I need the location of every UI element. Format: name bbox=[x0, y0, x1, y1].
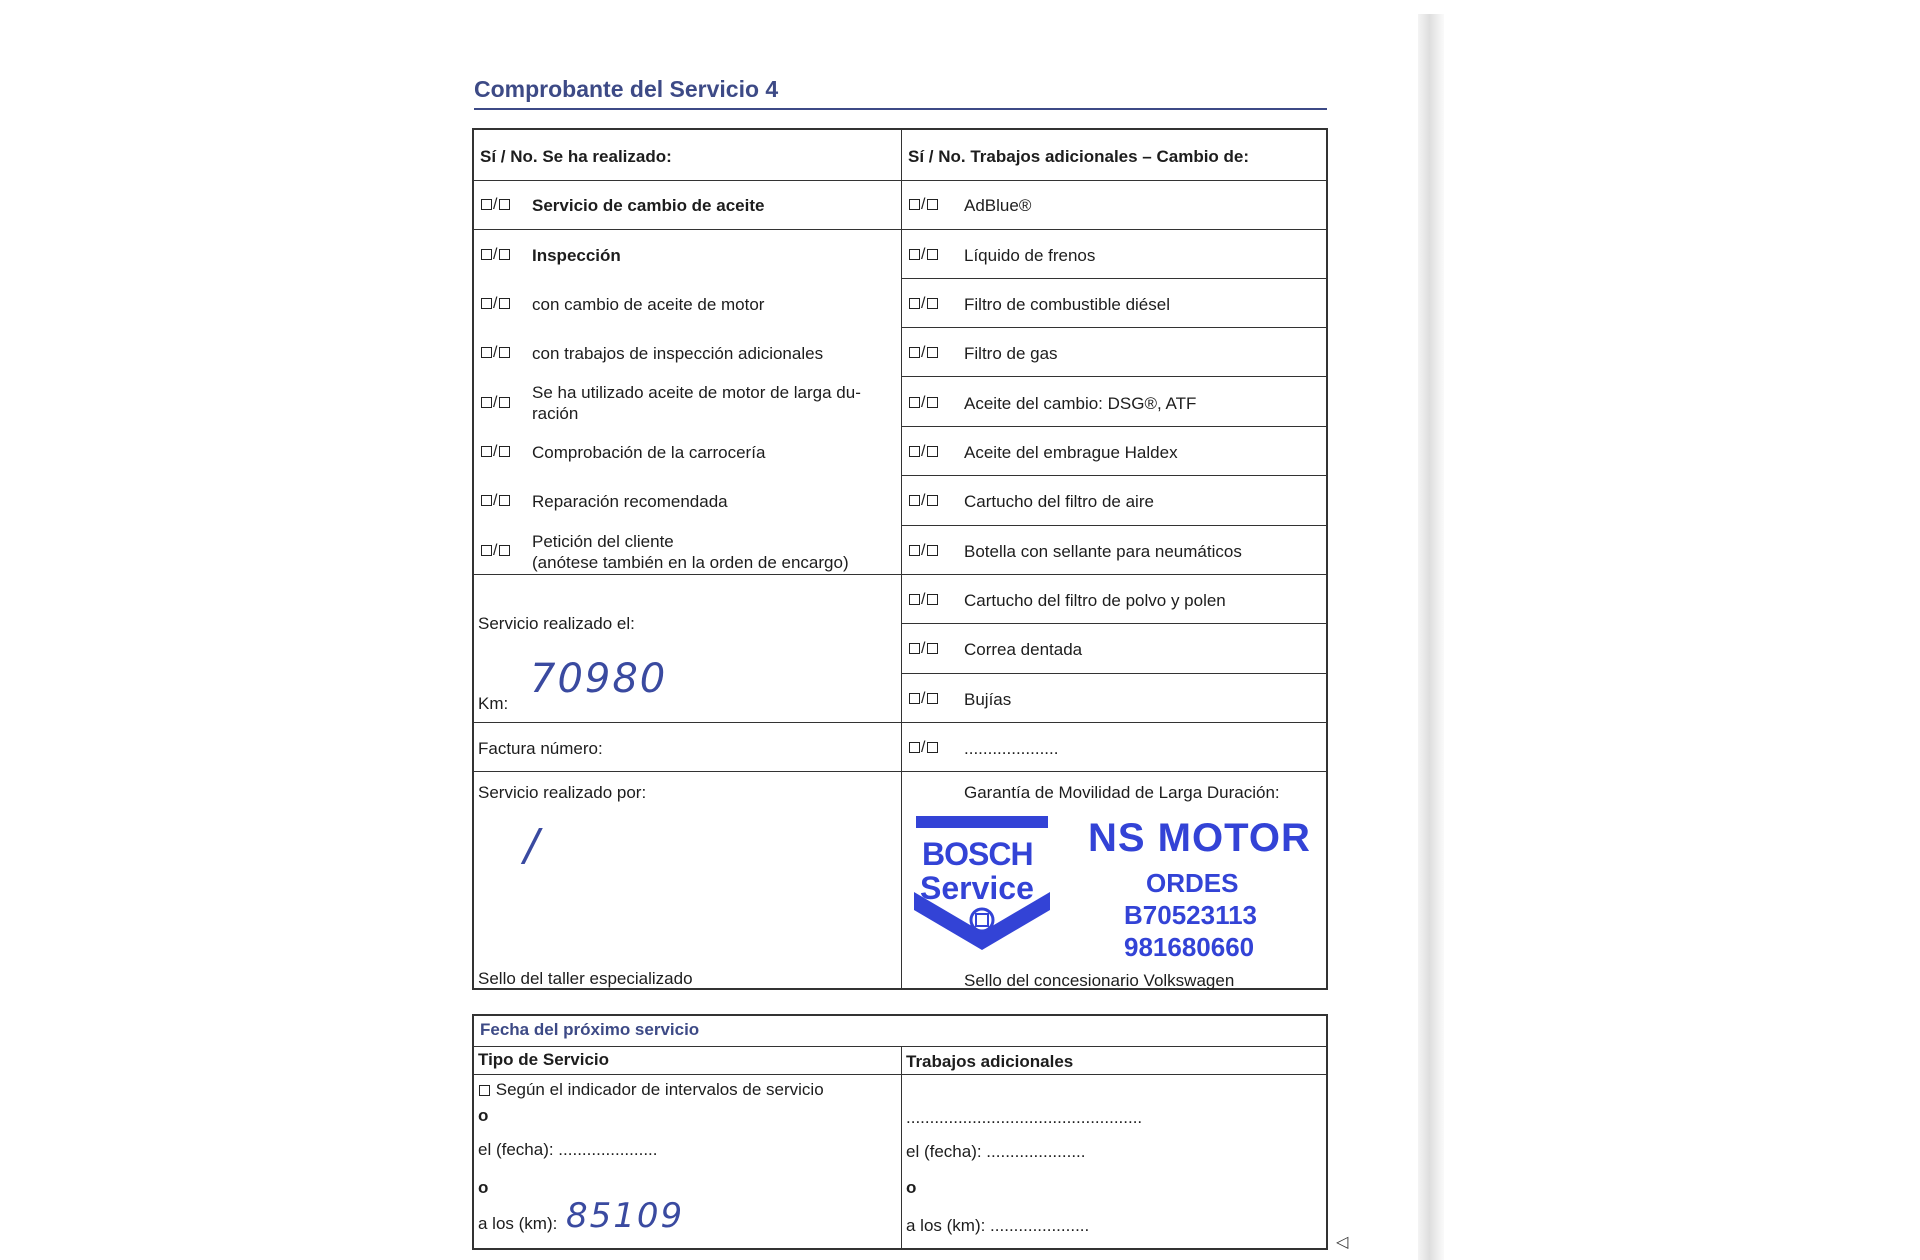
dealer-phone: 981680660 bbox=[1124, 932, 1255, 962]
right-dots: .................................................. bbox=[906, 1108, 1143, 1127]
column-divider bbox=[901, 1046, 902, 1248]
title-underline bbox=[474, 108, 1327, 110]
dealer-name: NS MOTOR bbox=[1088, 816, 1311, 860]
left-item-label: Inspección bbox=[532, 246, 621, 265]
km-label: Km: bbox=[478, 694, 509, 713]
column-divider bbox=[901, 130, 902, 988]
left-item-label-line2: (anótese también en la orden de encargo) bbox=[532, 553, 849, 572]
checkbox-pair[interactable]: / bbox=[908, 492, 939, 510]
left-item-label: con cambio de aceite de motor bbox=[532, 295, 765, 314]
or-label: o bbox=[478, 1106, 489, 1125]
header-rule bbox=[474, 180, 1326, 181]
row-rule bbox=[901, 525, 1326, 526]
checkbox-pair[interactable]: / bbox=[480, 196, 511, 214]
signature: / bbox=[524, 820, 539, 871]
next-col-left: Tipo de Servicio bbox=[478, 1050, 610, 1069]
left-item-label-line2: ración bbox=[532, 404, 579, 423]
row-rule bbox=[474, 1046, 1326, 1047]
right-item-label: .................... bbox=[964, 739, 1059, 758]
checkbox-pair[interactable]: / bbox=[908, 690, 939, 708]
next-km-handwritten-value: 85109 bbox=[566, 1196, 685, 1236]
checkbox-pair[interactable]: / bbox=[480, 443, 511, 461]
right-date-label: el (fecha): ..................... bbox=[906, 1142, 1086, 1161]
row-rule bbox=[901, 327, 1326, 328]
right-item-label: Bujías bbox=[964, 690, 1012, 709]
checkbox-pair[interactable]: / bbox=[908, 443, 939, 461]
right-item-label: AdBlue® bbox=[964, 196, 1032, 215]
row-rule bbox=[901, 229, 1326, 230]
header-right: Sí / No. Trabajos adicionales – Cambio de: bbox=[908, 147, 1250, 166]
checkbox-pair[interactable]: / bbox=[480, 246, 511, 264]
header-left: Sí / No. Se ha realizado: bbox=[480, 147, 672, 166]
next-service-table bbox=[472, 1014, 1328, 1250]
service-table bbox=[472, 128, 1328, 990]
dealer-stamp bbox=[914, 814, 1324, 964]
checkbox-pair[interactable]: / bbox=[480, 394, 511, 412]
left-item-label: Reparación recomendada bbox=[532, 492, 728, 511]
row-rule bbox=[901, 278, 1326, 279]
right-km-label: a los (km): ..................... bbox=[906, 1216, 1090, 1235]
checkbox-pair[interactable]: / bbox=[908, 542, 939, 560]
row-rule bbox=[901, 475, 1326, 476]
next-option-indicator[interactable]: Según el indicador de intervalos de servicio bbox=[478, 1080, 824, 1100]
km-handwritten-value: 70980 bbox=[530, 656, 668, 702]
performed-by-label: Servicio realizado por: bbox=[478, 783, 647, 802]
dealer-tax-id: B70523113 bbox=[1124, 900, 1258, 930]
invoice-label: Factura número: bbox=[478, 739, 603, 758]
next-col-right: Trabajos adicionales bbox=[906, 1052, 1074, 1071]
service-date-label: Servicio realizado el: bbox=[478, 614, 635, 633]
row-rule bbox=[474, 1074, 1326, 1075]
next-km-label: a los (km): bbox=[478, 1214, 558, 1233]
checkbox-pair[interactable]: / bbox=[908, 640, 939, 658]
triangle-marker-icon: ◁ bbox=[1336, 1234, 1349, 1251]
row-rule bbox=[901, 623, 1326, 624]
or-label: o bbox=[478, 1178, 489, 1197]
right-item-label: Filtro de combustible diésel bbox=[964, 295, 1170, 314]
next-date-label: el (fecha): ..................... bbox=[478, 1140, 658, 1159]
checkbox-pair[interactable]: / bbox=[480, 295, 511, 313]
workshop-stamp-label: Sello del taller especializado bbox=[478, 969, 693, 988]
left-item-label: Servicio de cambio de aceite bbox=[532, 196, 765, 215]
checkbox-pair[interactable]: / bbox=[908, 295, 939, 313]
right-item-label: Correa dentada bbox=[964, 640, 1083, 659]
right-item-label: Botella con sellante para neumáticos bbox=[964, 542, 1242, 561]
dealer-city: ORDES bbox=[1146, 868, 1239, 898]
dealer-stamp-label: Sello del concesionario Volkswagen bbox=[964, 971, 1235, 990]
row-rule bbox=[474, 771, 1326, 772]
checkbox-pair[interactable]: / bbox=[480, 542, 511, 560]
row-rule bbox=[474, 722, 1326, 723]
left-item-label-line1: Se ha utilizado aceite de motor de larga du- bbox=[532, 383, 861, 402]
checkbox-pair[interactable]: / bbox=[908, 344, 939, 362]
checkbox-pair[interactable]: / bbox=[908, 739, 939, 757]
left-item-label: Comprobación de la carrocería bbox=[532, 443, 766, 462]
row-rule bbox=[474, 574, 1326, 575]
checkbox-pair[interactable]: / bbox=[480, 492, 511, 510]
checkbox-pair[interactable]: / bbox=[908, 196, 939, 214]
left-item-label-line1: Petición del cliente bbox=[532, 532, 674, 551]
right-item-label: Cartucho del filtro de polvo y polen bbox=[964, 591, 1226, 610]
row-rule bbox=[901, 376, 1326, 377]
next-service-title: Fecha del próximo servicio bbox=[480, 1020, 700, 1039]
right-item-label: Filtro de gas bbox=[964, 344, 1058, 363]
right-item-label: Aceite del embrague Haldex bbox=[964, 443, 1178, 462]
right-item-label: Aceite del cambio: DSG®, ATF bbox=[964, 394, 1197, 413]
checkbox-pair[interactable]: / bbox=[908, 591, 939, 609]
warranty-label: Garantía de Movilidad de Larga Duración: bbox=[964, 783, 1280, 802]
right-item-label: Cartucho del filtro de aire bbox=[964, 492, 1154, 511]
row-rule bbox=[901, 426, 1326, 427]
bosch-text: BOSCH bbox=[922, 836, 1033, 872]
service-text: Service bbox=[920, 870, 1034, 906]
checkbox-pair[interactable]: / bbox=[908, 246, 939, 264]
row-rule bbox=[474, 229, 901, 230]
left-item-label: con trabajos de inspección adicionales bbox=[532, 344, 824, 363]
right-item-label: Líquido de frenos bbox=[964, 246, 1096, 265]
checkbox-pair[interactable]: / bbox=[908, 394, 939, 412]
or-label: o bbox=[906, 1178, 917, 1197]
page-title: Comprobante del Servicio 4 bbox=[474, 76, 779, 102]
checkbox-pair[interactable]: / bbox=[480, 344, 511, 362]
row-rule bbox=[901, 673, 1326, 674]
